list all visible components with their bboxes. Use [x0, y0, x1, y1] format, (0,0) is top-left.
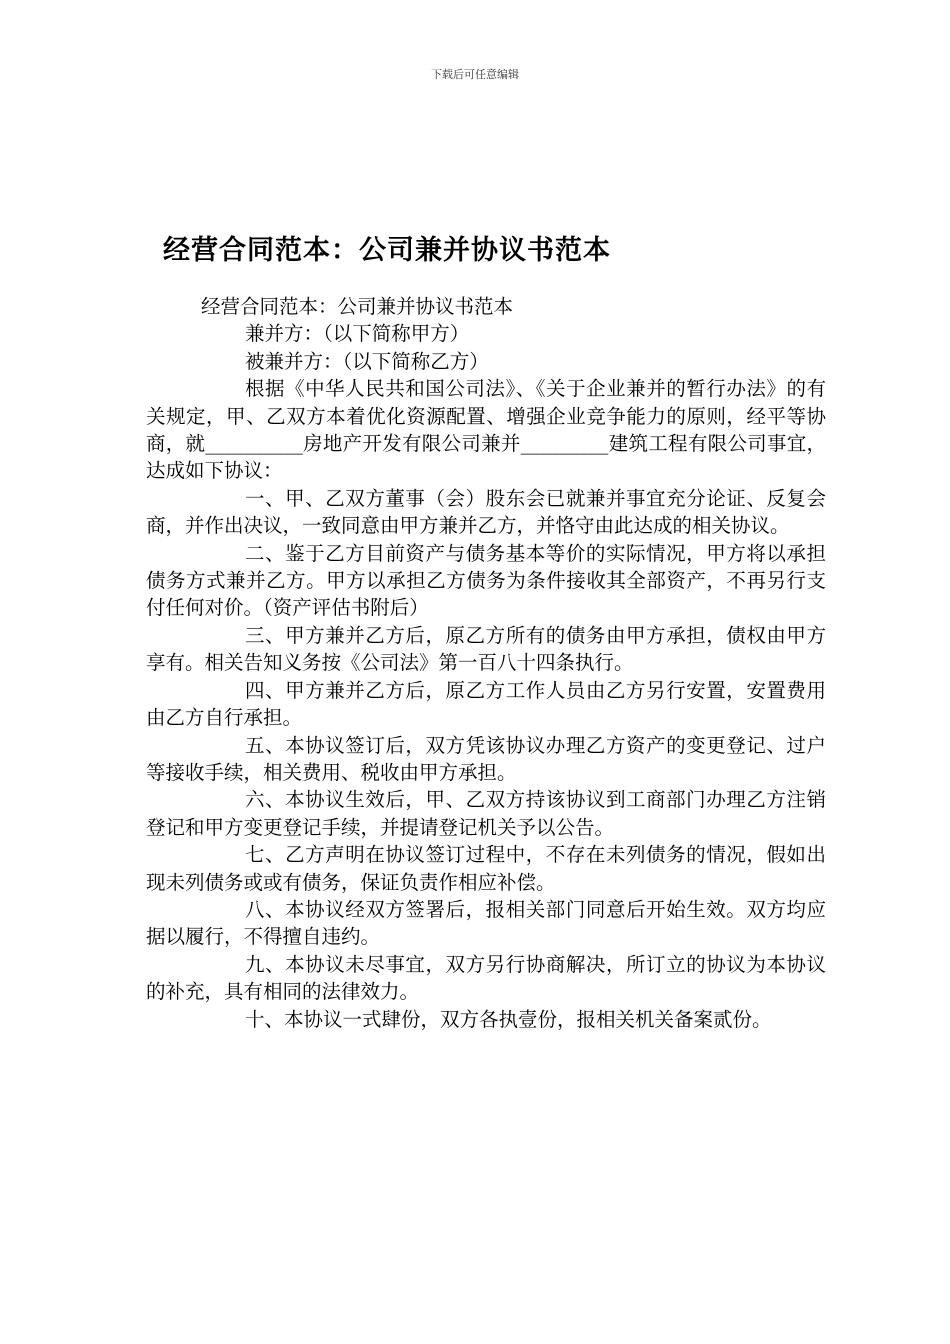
party-b-line: 被兼并方：（以下简称乙方）: [245, 349, 489, 373]
clause-3: 三、甲方兼并乙方后，原乙方所有的债务由甲方承担，债权由甲方享有。相关告知义务按《公司法》第一百八十四条执行。: [146, 623, 826, 675]
document-title: 经营合同范本：公司兼并协议书范本: [163, 235, 611, 266]
document-subtitle: 经营合同范本：公司兼并协议书范本: [201, 295, 514, 318]
clause-10: 十、本协议一式肆份，双方各执壹份，报相关机关备案贰份。: [245, 1007, 772, 1031]
page-header-note: 下载后可任意编辑: [431, 68, 519, 81]
clause-6: 六、本协议生效后，甲、乙双方持该协议到工商部门办理乙方注销登记和甲方变更登记手续，并提请登记机关予以公告。: [146, 788, 826, 839]
clause-7: 七、乙方声明在协议签订过程中，不存在未列债务的情况，假如出现未列债务或或有债务，保证负责作相应补偿。: [146, 843, 826, 894]
clause-8: 八、本协议经双方签署后，报相关部门同意后开始生效。双方均应据以履行，不得擅自违约。: [146, 897, 826, 949]
preamble-paragraph: 根据《中华人民共和国公司法》、《关于企业兼并的暂行办法》的有关规定，甲、乙双方本着优化资源配置、增强企业竞争能力的原则，经平等协商，就__________房地产开发有限公司兼并_________建筑工程有限公司事宜，达成如下协议：: [146, 377, 826, 483]
party-a-line: 兼并方：（以下简称甲方）: [245, 322, 470, 346]
clause-4: 四、甲方兼并乙方后，原乙方工作人员由乙方另行安置，安置费用由乙方自行承担。: [146, 678, 826, 730]
clause-5: 五、本协议签订后，双方凭该协议办理乙方资产的变更登记、过户等接收手续，相关费用、税收由甲方承担。: [146, 733, 826, 784]
clause-2: 二、鉴于乙方目前资产与债务基本等价的实际情况，甲方将以承担债务方式兼并乙方。甲方以承担乙方债务为条件接收其全部资产，不再另行支付任何对价。（资产评估书附后）: [146, 541, 826, 620]
document-body: [146, 293, 826, 1033]
clause-1: 一、甲、乙双方董事（会）股东会已就兼并事宜充分论证、反复会商，并作出决议，一致同意由甲方兼并乙方，并恪守由此达成的相关协议。: [146, 486, 826, 538]
clause-9: 九、本协议未尽事宜，双方另行协商解决，所订立的协议为本协议的补充，具有相同的法律效力。: [146, 952, 826, 1004]
